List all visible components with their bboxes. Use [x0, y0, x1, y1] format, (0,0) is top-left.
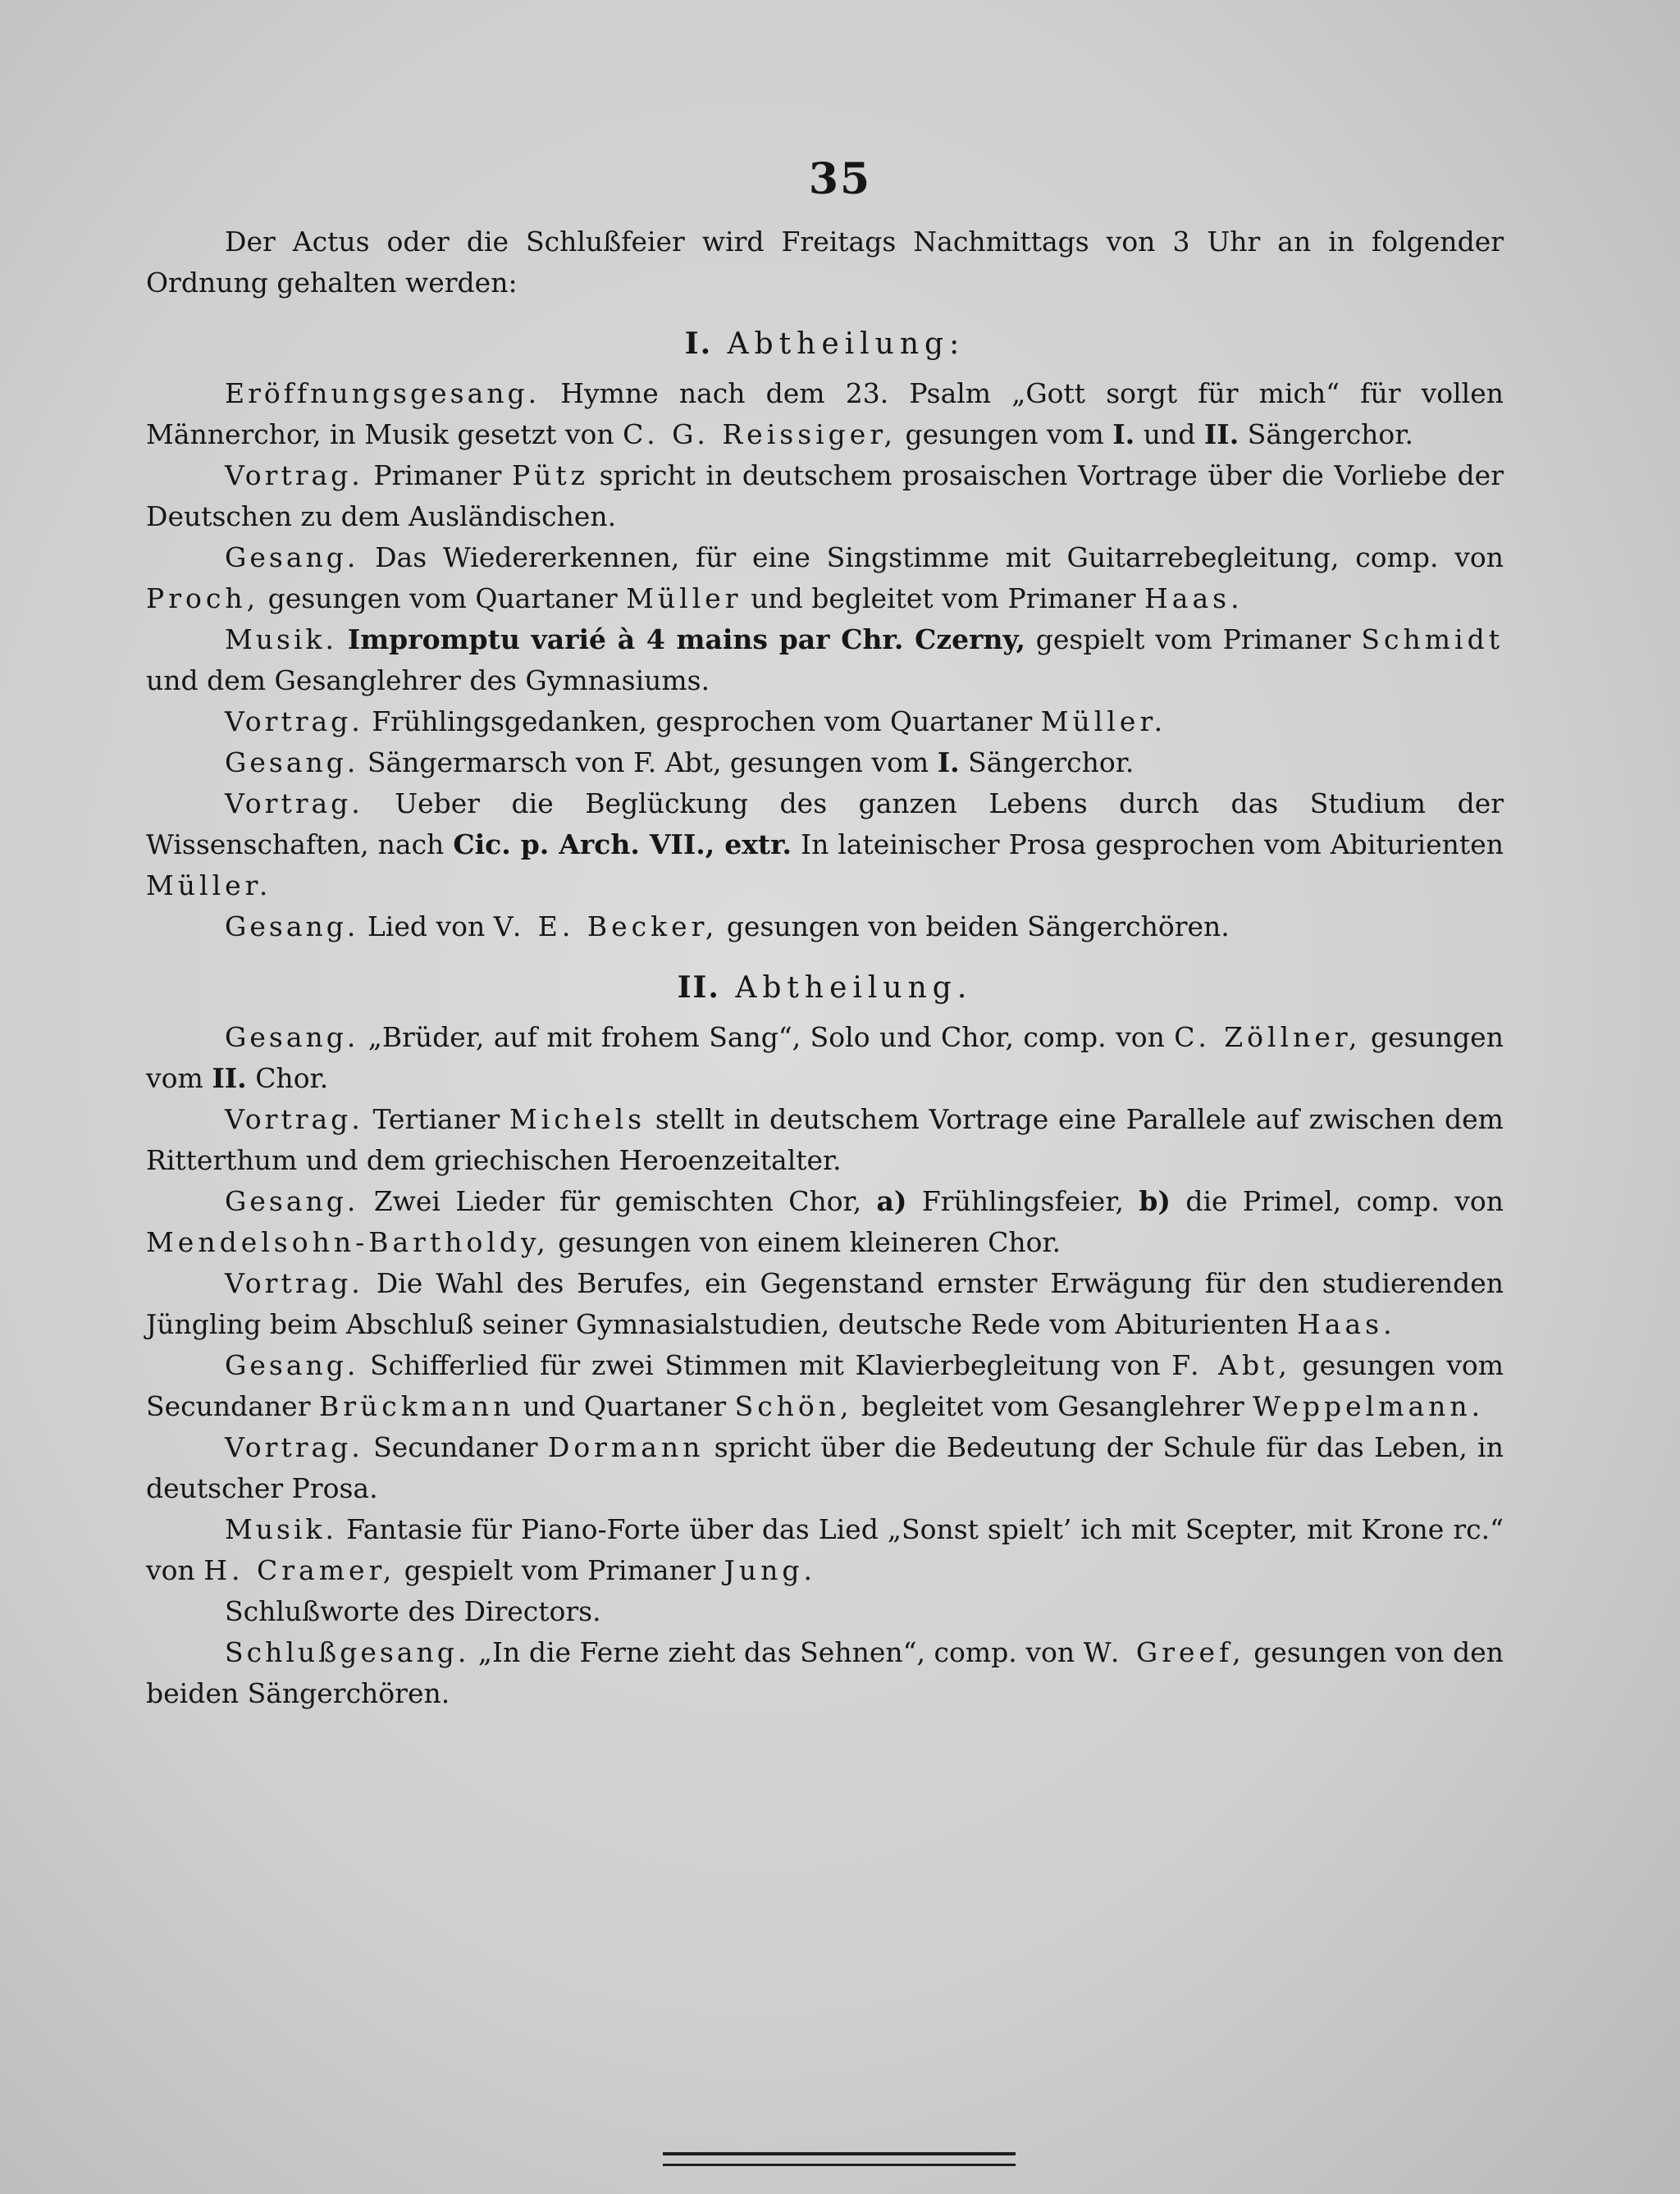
- entry-keyword: Gesang.: [225, 910, 359, 942]
- program-entry: Gesang. Lied von V. E. Becker, gesungen von beiden Sängerchören.: [225, 910, 1230, 942]
- person-name: Müller.: [146, 869, 272, 901]
- person-name: Pütz: [511, 459, 590, 491]
- entry-keyword: Gesang.: [225, 746, 359, 778]
- person-name: Müller.: [1040, 705, 1167, 737]
- entry-keyword: Vortrag.: [225, 1103, 363, 1135]
- person-name: Brückmann: [318, 1390, 515, 1422]
- person-name: Schön,: [734, 1390, 853, 1422]
- part-1-title: Abtheilung:: [727, 327, 966, 361]
- part-1-heading: [146, 323, 1504, 365]
- person-name: Michels: [509, 1103, 646, 1135]
- program-entry: Vortrag. Secundaner Dormann spricht über die Bedeutung der Schule für das Leben, in deutscher Prosa.: [146, 1431, 1504, 1504]
- program-entry: Eröffnungsgesang. Hymne nach dem 23. Psalm „Gott sorgt für mich“ für vollen Männerchor, in Musik gesetzt von C. G. Reissiger, gesungen vom I. und II. Sängerchor.: [146, 377, 1504, 450]
- program-entry: [146, 1591, 1504, 1632]
- entry-keyword: Vortrag.: [225, 459, 363, 491]
- person-name: Schmidt: [1361, 623, 1504, 655]
- closing-words: Schlußworte des Directors.: [225, 1595, 601, 1627]
- entry-keyword: Schlußgesang.: [225, 1636, 470, 1668]
- person-name: Proch,: [146, 582, 260, 614]
- program-entry: Musik. Impromptu varié à 4 mains par Chr. Czerny, gespielt vom Primaner Schmidt und dem Gesanglehrer des Gymnasiums.: [146, 623, 1504, 696]
- page-number: 35: [808, 154, 872, 204]
- part-1-number: I.: [684, 326, 713, 361]
- intro-paragraph: Der Actus oder die Schlußfeier wird Freitags Nachmittags von 3 Uhr an in folgender Ordnung gehalten werden:: [146, 226, 1504, 299]
- part-2-title: Abtheilung.: [735, 971, 973, 1005]
- person-name: C. Zöllner,: [1174, 1021, 1362, 1053]
- person-name: Müller: [626, 582, 742, 614]
- entry-keyword: Vortrag.: [225, 1267, 363, 1299]
- person-name: C. G. Reissiger,: [623, 418, 897, 450]
- entry-keyword: Vortrag.: [225, 705, 363, 737]
- person-name: W. Greef,: [1083, 1636, 1245, 1668]
- program-entry: Vortrag. Tertianer Michels stellt in deutschem Vortrage eine Parallele auf zwischen dem Ritterthum und dem griechischen Heroenzeitalter.: [146, 1103, 1504, 1176]
- entry-keyword: Gesang.: [225, 541, 359, 573]
- program-entry: Gesang. Das Wiedererkennen, für eine Singstimme mit Guitarrebegleitung, comp. von Proch, gesungen vom Quartaner Müller und begleitet vom Primaner Haas.: [146, 541, 1504, 614]
- entry-keyword: Gesang.: [225, 1349, 359, 1381]
- entry-keyword: Gesang.: [225, 1021, 359, 1053]
- person-name: Haas.: [1297, 1308, 1396, 1340]
- person-name: Haas.: [1144, 582, 1244, 614]
- program-entry: Gesang. Schifferlied für zwei Stimmen mit Klavierbegleitung von F. Abt, gesungen vom Secundaner Brückmann und Quartaner Schön, begleitet vom Gesanglehrer Weppelmann.: [146, 1349, 1504, 1422]
- person-name: H. Cramer,: [203, 1554, 396, 1586]
- entry-keyword: Musik.: [225, 623, 338, 655]
- closing-double-rule: [663, 2152, 1016, 2166]
- program-entry: Vortrag. Die Wahl des Berufes, ein Gegenstand ernster Erwägung für den studierenden Jüngling beim Abschluß seiner Gymnasialstudien, deutsche Rede vom Abiturienten Haas.: [146, 1267, 1504, 1340]
- program-entry: Gesang. „Brüder, auf mit frohem Sang“, Solo und Chor, comp. von C. Zöllner, gesungen vom II. Chor.: [146, 1021, 1504, 1094]
- citation: Cic. p. Arch. VII., extr.: [453, 828, 792, 860]
- program-entry: Vortrag. Primaner Pütz spricht in deutschem prosaischen Vortrage über die Vorliebe der Deutschen zu dem Ausländischen.: [146, 459, 1504, 532]
- part-2-number: II.: [677, 970, 720, 1005]
- program-entry: Gesang. Sängermarsch von F. Abt, gesungen vom I. Sängerchor.: [225, 746, 1134, 778]
- program-entry: Schlußgesang. „In die Ferne zieht das Sehnen“, comp. von W. Greef, gesungen von den beiden Sängerchören.: [146, 1636, 1504, 1709]
- entry-keyword: Vortrag.: [225, 1431, 363, 1463]
- person-name: Dormann: [547, 1431, 705, 1463]
- entry-keyword: Musik.: [225, 1513, 338, 1545]
- work-title: Impromptu varié à 4 mains par Chr. Czerny,: [347, 623, 1025, 655]
- program-entry: Gesang. Zwei Lieder für gemischten Chor, a) Frühlingsfeier, b) die Primel, comp. von Mendelsohn-Bartholdy, gesungen von einem kleineren Chor.: [146, 1185, 1504, 1258]
- entry-keyword: Vortrag.: [225, 787, 363, 819]
- program-entry: Vortrag. Ueber die Beglückung des ganzen Lebens durch das Studium der Wissenschaften, nach Cic. p. Arch. VII., extr. In lateinischer Prosa gesprochen vom Abiturienten Müller.: [146, 787, 1504, 901]
- entry-keyword: Eröffnungsgesang.: [225, 377, 541, 409]
- person-name: V. E. Becker,: [493, 910, 719, 942]
- part-2-heading: [146, 967, 1504, 1009]
- program-entry: Vortrag. Frühlingsgedanken, gesprochen vom Quartaner Müller.: [225, 705, 1167, 737]
- person-name: F. Abt,: [1171, 1349, 1291, 1381]
- program-text: [146, 221, 1504, 1714]
- person-name: Jung.: [724, 1554, 816, 1586]
- program-entry: Musik. Fantasie für Piano-Forte über das Lied „Sonst spielt’ ich mit Scepter, mit Krone rc.“ von H. Cramer, gespielt vom Primaner Jung.: [146, 1513, 1504, 1586]
- entry-keyword: Gesang.: [225, 1185, 359, 1217]
- person-name: Weppelmann.: [1253, 1390, 1485, 1422]
- person-name: Mendelsohn-Bartholdy,: [146, 1226, 550, 1258]
